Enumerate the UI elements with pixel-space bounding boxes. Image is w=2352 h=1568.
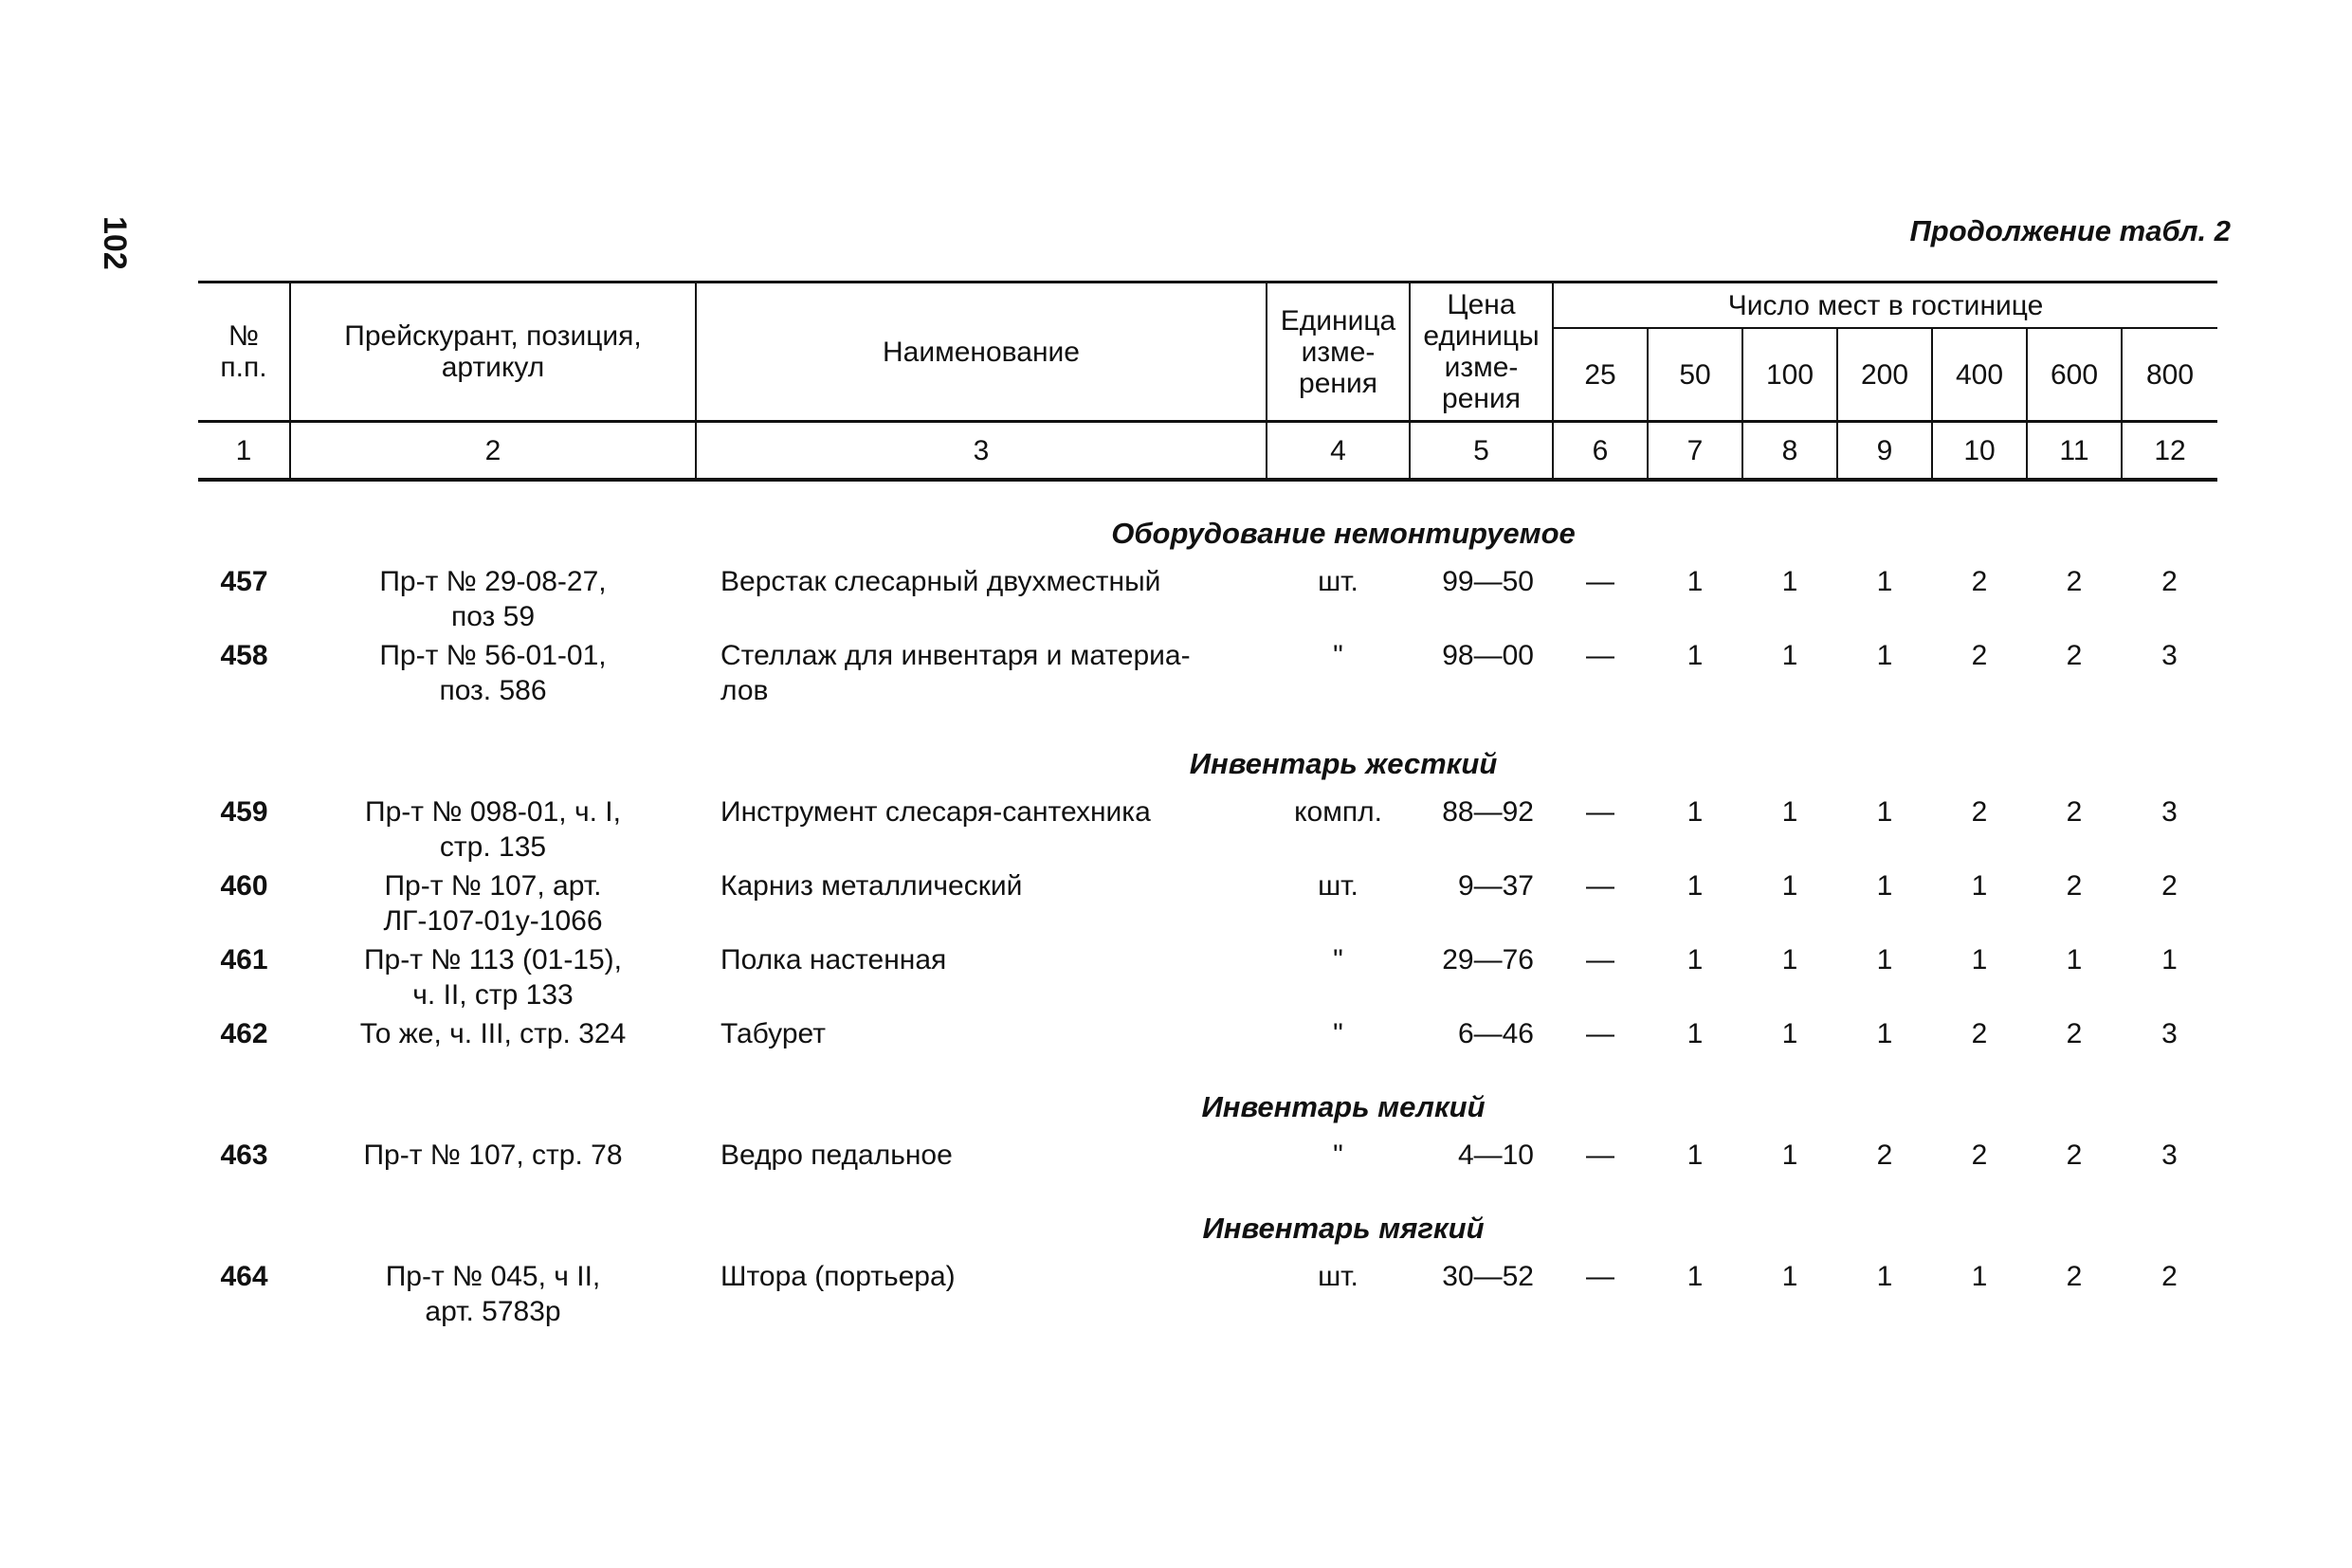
row-quantity: — [1586, 944, 1614, 975]
header-column-number: 8 [1742, 422, 1837, 481]
section-title: Оборудование немонтируемое [1111, 517, 1576, 550]
table-row [198, 868, 2217, 942]
table-body [198, 480, 2217, 1333]
header-name: Наименование [696, 283, 1267, 422]
equipment-table-wrapper [198, 281, 2217, 1333]
row-cost: 6—46 [1457, 1018, 1534, 1049]
row-quantity: 1 [1781, 1140, 1798, 1171]
row-name: Полка настенная [720, 944, 947, 975]
row-quantity: 2 [2161, 870, 2178, 902]
row-quantity: 2 [1971, 566, 1988, 597]
row-unit: шт. [1318, 1261, 1358, 1292]
row-quantity: 2 [1971, 796, 1988, 828]
header-column-number: 9 [1837, 422, 1932, 481]
row-quantity: 3 [2161, 1018, 2178, 1049]
row-unit: шт. [1318, 870, 1358, 902]
table-row [198, 1259, 2217, 1333]
row-quantity: 3 [2161, 640, 2178, 671]
row-quantity: 1 [1781, 796, 1798, 828]
continuation-title: Продолжение табл. 2 [1909, 214, 2231, 247]
row-unit: " [1333, 944, 1343, 975]
header-column-number: 11 [2027, 422, 2122, 481]
row-name: Инструмент слесаря-сантехника [720, 796, 1151, 828]
row-quantity: — [1586, 640, 1614, 671]
row-quantity: — [1586, 566, 1614, 597]
row-quantity: 2 [2066, 796, 2083, 828]
row-quantity: 1 [2066, 944, 2083, 975]
row-quantity: 1 [1781, 566, 1798, 597]
row-cost: 88—92 [1442, 796, 1534, 828]
row-quantity: 3 [2161, 796, 2178, 828]
header-unit: Единица изме-рения [1267, 283, 1410, 422]
header-seats: Число мест в гостинице [1553, 283, 2217, 329]
row-price-list: Пр-т № 107, стр. 78 [363, 1140, 623, 1171]
row-quantity: — [1586, 870, 1614, 902]
row-quantity: 1 [1687, 640, 1704, 671]
row-price-list: То же, ч. III, стр. 324 [359, 1018, 627, 1049]
row-number: 457 [220, 566, 268, 597]
row-price-list: Пр-т № 045, ч II, арт. 5783р [385, 1261, 601, 1327]
row-price-list: Пр-т № 098-01, ч. I, стр. 135 [365, 796, 621, 863]
header-cost: Цена единицы изме-рения [1410, 283, 1553, 422]
row-quantity: 1 [1971, 944, 1988, 975]
row-quantity: — [1586, 1261, 1614, 1292]
row-quantity: 2 [2161, 566, 2178, 597]
header-price-list: Прейскурант, позиция, артикул [290, 283, 696, 422]
row-name: Стеллаж для инвентаря и материа- лов [720, 640, 1191, 706]
row-unit: " [1333, 640, 1343, 671]
row-quantity: 2 [2066, 640, 2083, 671]
header-column-number: 5 [1410, 422, 1553, 481]
table-row [198, 942, 2217, 1016]
row-quantity: 1 [1781, 1261, 1798, 1292]
row-quantity: 1 [1876, 1018, 1893, 1049]
row-quantity: 2 [2066, 870, 2083, 902]
row-price-list: Пр-т № 29-08-27, поз 59 [379, 566, 607, 632]
section-title: Инвентарь мягкий [1202, 1212, 1485, 1245]
row-quantity: 3 [2161, 1140, 2178, 1171]
table-row [198, 794, 2217, 868]
section-row [198, 1176, 2217, 1259]
row-number: 463 [220, 1140, 268, 1171]
row-quantity: 1 [1876, 944, 1893, 975]
row-quantity: 1 [1781, 1018, 1798, 1049]
section-row [198, 712, 2217, 794]
section-row [198, 1055, 2217, 1138]
row-name: Табурет [720, 1018, 826, 1049]
row-cost: 99—50 [1442, 566, 1534, 597]
row-quantity: — [1586, 1018, 1614, 1049]
row-quantity: 2 [1971, 1018, 1988, 1049]
row-cost: 29—76 [1442, 944, 1534, 975]
section-title: Инвентарь мелкий [1201, 1090, 1486, 1123]
row-quantity: 2 [2066, 1140, 2083, 1171]
header-column-number: 7 [1648, 422, 1742, 481]
table-row [198, 564, 2217, 638]
row-quantity: 1 [1971, 870, 1988, 902]
row-quantity: 1 [1687, 944, 1704, 975]
row-number: 460 [220, 870, 268, 902]
row-cost: 98—00 [1442, 640, 1534, 671]
row-name: Верстак слесарный двухместный [720, 566, 1161, 597]
header-column-number: 2 [290, 422, 696, 481]
header-column-number: 12 [2122, 422, 2217, 481]
table-row [198, 1016, 2217, 1055]
row-price-list: Пр-т № 56-01-01, поз. 586 [379, 640, 607, 706]
row-quantity: — [1586, 796, 1614, 828]
table-row [198, 638, 2217, 712]
row-number: 461 [220, 944, 268, 975]
section-title: Инвентарь жесткий [1189, 747, 1498, 780]
header-column-number: 4 [1267, 422, 1410, 481]
row-quantity: 1 [1687, 870, 1704, 902]
row-unit: " [1333, 1018, 1343, 1049]
row-quantity: 1 [1876, 566, 1893, 597]
row-quantity: — [1586, 1140, 1614, 1171]
row-quantity: 1 [1687, 1261, 1704, 1292]
row-unit: шт. [1318, 566, 1358, 597]
row-quantity: 2 [1971, 1140, 1988, 1171]
table-row [198, 1138, 2217, 1176]
row-cost: 4—10 [1457, 1140, 1534, 1171]
header-seat-count: 800 [2122, 328, 2217, 422]
row-quantity: 1 [1781, 870, 1798, 902]
header-seat-count: 600 [2027, 328, 2122, 422]
row-quantity: 2 [2161, 1261, 2178, 1292]
header-seat-count: 25 [1553, 328, 1648, 422]
row-price-list: Пр-т № 113 (01-15), ч. II, стр 133 [363, 944, 623, 1011]
header-seat-count: 400 [1932, 328, 2027, 422]
row-quantity: 2 [1876, 1140, 1893, 1171]
header-seat-count: 200 [1837, 328, 1932, 422]
row-cost: 9—37 [1457, 870, 1534, 902]
row-cost: 30—52 [1442, 1261, 1534, 1292]
row-quantity: 1 [1687, 566, 1704, 597]
header-column-number: 6 [1553, 422, 1648, 481]
header-column-number: 1 [198, 422, 290, 481]
row-name: Штора (портьера) [720, 1261, 956, 1292]
row-quantity: 1 [1876, 870, 1893, 902]
header-seat-count: 100 [1742, 328, 1837, 422]
row-unit: " [1333, 1140, 1343, 1171]
table-header [198, 283, 2217, 481]
row-number: 464 [220, 1261, 268, 1292]
header-seat-count: 50 [1648, 328, 1742, 422]
row-quantity: 1 [1971, 1261, 1988, 1292]
section-row [198, 480, 2217, 564]
row-quantity: 1 [1687, 1018, 1704, 1049]
header-num: № п.п. [198, 283, 290, 422]
row-price-list: Пр-т № 107, арт. ЛГ-107-01у-1066 [383, 870, 603, 937]
row-quantity: 1 [1781, 944, 1798, 975]
row-quantity: 1 [1876, 796, 1893, 828]
row-quantity: 2 [2066, 566, 2083, 597]
row-unit: компл. [1294, 796, 1382, 828]
header-column-number: 10 [1932, 422, 2027, 481]
row-quantity: 2 [1971, 640, 1988, 671]
row-number: 458 [220, 640, 268, 671]
row-quantity: 1 [1876, 1261, 1893, 1292]
row-quantity: 1 [1687, 796, 1704, 828]
row-quantity: 1 [2161, 944, 2178, 975]
row-quantity: 2 [2066, 1261, 2083, 1292]
row-name: Ведро педальное [720, 1140, 953, 1171]
row-quantity: 1 [1687, 1140, 1704, 1171]
page-number: 102 [97, 216, 133, 270]
row-quantity: 2 [2066, 1018, 2083, 1049]
row-number: 459 [220, 796, 268, 828]
row-number: 462 [220, 1018, 268, 1049]
equipment-table [198, 281, 2217, 1333]
row-quantity: 1 [1876, 640, 1893, 671]
header-column-number: 3 [696, 422, 1267, 481]
row-name: Карниз металлический [720, 870, 1023, 902]
row-quantity: 1 [1781, 640, 1798, 671]
